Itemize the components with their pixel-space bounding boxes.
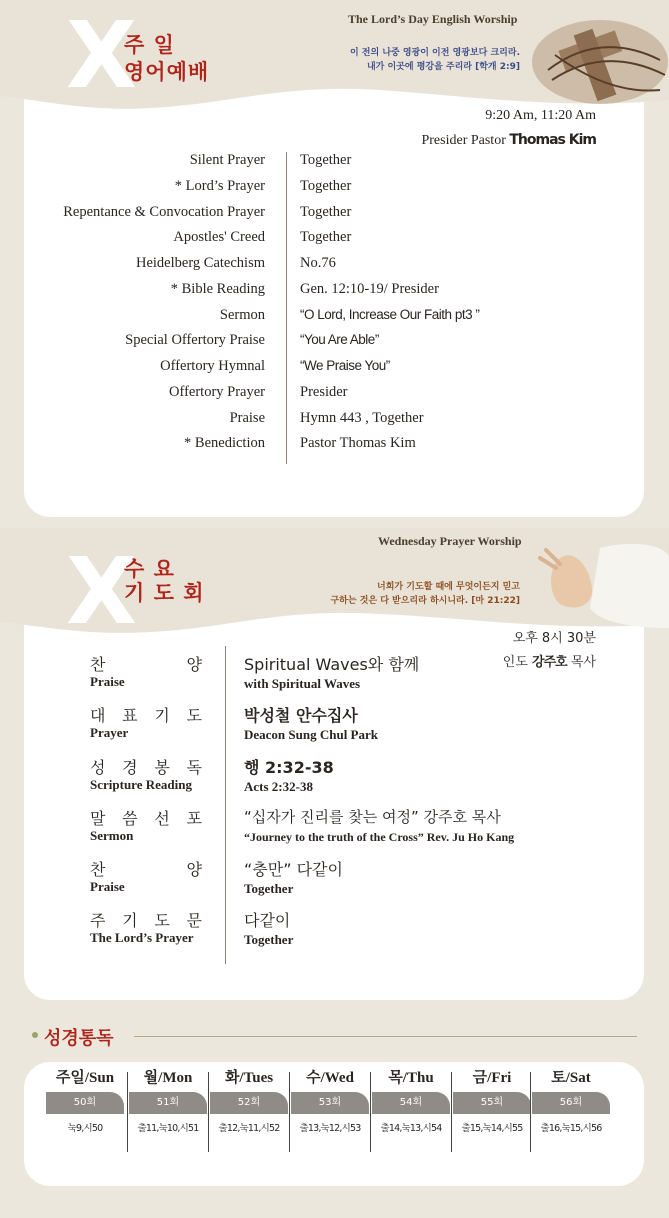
order-label: * Benediction	[184, 435, 265, 451]
wednesday-verse-line-2: 구하는 것은 다 받으리라 하시니라. [마 21:22]	[330, 596, 520, 606]
order-label-kr	[90, 806, 202, 829]
order-value: Together	[300, 152, 352, 168]
sunday-order-row	[0, 332, 669, 358]
reading-section-title: 성경통독	[44, 1028, 114, 1049]
sunday-order-row	[0, 255, 669, 281]
order-value: Presider	[300, 384, 348, 400]
wednesday-order-row	[0, 755, 669, 807]
order-label: Repentance & Convocation Prayer	[63, 204, 265, 220]
kr-char: 표	[122, 706, 138, 725]
order-label: Heidelberg Catechism	[136, 255, 265, 271]
order-label: Offertory Prayer	[169, 384, 265, 400]
day-passages: 출12,눅11,시52	[218, 1123, 280, 1134]
presider-name: Thomas Kim	[509, 132, 596, 148]
sunday-order-row	[0, 229, 669, 255]
order-label: Praise	[229, 410, 265, 426]
kr-char: 기	[154, 706, 170, 725]
kr-char: 도	[186, 706, 202, 725]
order-value-en: Together	[244, 881, 294, 896]
order-value: Gen. 12:10-19/ Presider	[300, 281, 439, 297]
day-divider	[530, 1072, 531, 1152]
kr-char: 주	[90, 911, 106, 930]
sunday-time: 9:20 Am, 11:20 Am	[485, 108, 596, 123]
section-bullet-icon	[32, 1032, 38, 1038]
day-name: 화/Tues	[224, 1070, 274, 1086]
order-label: Offertory Hymnal	[160, 358, 265, 374]
order-label-en: Praise	[90, 674, 125, 689]
day-passages: 눅9,시50	[67, 1123, 103, 1134]
day-name: 목/Thu	[388, 1070, 434, 1086]
day-count-badge: 51회	[129, 1092, 207, 1114]
wednesday-title-kr-1: 수 요	[124, 557, 175, 581]
order-label-en: Praise	[90, 879, 125, 894]
kr-char: 문	[186, 911, 202, 930]
crown-of-thorns-image	[532, 20, 668, 104]
sunday-verse-line-1: 이 전의 나중 영광이 이전 영광보다 크리라.	[349, 48, 520, 58]
order-value: Pastor Thomas Kim	[300, 435, 416, 451]
order-value-kr: 다같이	[244, 911, 291, 930]
wednesday-verse	[330, 580, 520, 608]
order-value-en: Together	[244, 932, 294, 947]
reading-day	[453, 1066, 531, 1134]
order-value-en: “Journey to the truth of the Cross” Rev. Ju Ho Kang	[244, 830, 515, 844]
wednesday-verse-line-1: 너희가 기도할 때에 무엇이든지 믿고	[377, 582, 520, 592]
order-value-kr: “충만” 다같이	[244, 860, 343, 879]
day-divider	[451, 1072, 452, 1152]
order-value-en: Deacon Sung Chul Park	[244, 727, 378, 742]
sunday-order-row	[0, 410, 669, 436]
order-label-en: The Lord’s Prayer	[90, 930, 194, 945]
order-label-en: Prayer	[90, 725, 129, 740]
day-divider	[370, 1072, 371, 1152]
order-label-kr	[90, 755, 202, 778]
reading-day	[46, 1066, 124, 1134]
wednesday-order-row	[0, 652, 669, 704]
order-value-en: with Spiritual Waves	[244, 676, 361, 691]
wednesday-order-row	[0, 857, 669, 909]
order-label-kr	[90, 908, 202, 931]
order-label: * Lord’s Prayer	[174, 178, 265, 194]
day-count-badge: 53회	[291, 1092, 369, 1114]
kr-char: 찬	[90, 655, 106, 674]
day-passages: 출14,눅13,시54	[380, 1123, 442, 1134]
day-passages: 출16,눅15,시56	[540, 1123, 602, 1134]
day-count-badge: 56회	[532, 1092, 610, 1114]
day-name: 월/Mon	[143, 1070, 193, 1086]
order-value: “You Are Able”	[300, 332, 379, 347]
day-divider	[127, 1072, 128, 1152]
order-value: Together	[300, 204, 352, 220]
order-value: “We Praise You”	[300, 358, 390, 373]
sunday-order-row	[0, 307, 669, 333]
leader-label: 인도	[502, 655, 528, 670]
wednesday-title-kr-2: 기 도 회	[124, 581, 205, 605]
wednesday-order-row	[0, 806, 669, 858]
sunday-order-row	[0, 435, 669, 461]
day-count-badge: 52회	[210, 1092, 288, 1114]
decorative-x-mark: X	[66, 2, 137, 109]
order-label-kr	[90, 652, 202, 675]
kr-char: 양	[186, 655, 202, 674]
sunday-order-row	[0, 384, 669, 410]
order-label-kr	[90, 703, 202, 726]
wednesday-order-row	[0, 908, 669, 960]
reading-day	[532, 1066, 610, 1134]
reading-day	[210, 1066, 288, 1134]
kr-char: 선	[154, 809, 170, 828]
kr-char: 성	[90, 758, 106, 777]
leader-name: 강주호	[532, 655, 567, 670]
sunday-verse-line-2: 내가 이곳에 평강을 주리라 [학개 2:9]	[366, 62, 520, 72]
reading-day	[291, 1066, 369, 1134]
sunday-order-row	[0, 152, 669, 178]
order-label-kr	[90, 857, 202, 880]
order-value-kr: 박성철 안수집사	[244, 706, 358, 725]
order-value-kr: “십자가 진리를 찾는 여정” 강주호 목사	[244, 808, 501, 826]
day-name: 토/Sat	[551, 1070, 591, 1086]
kr-char: 포	[186, 809, 202, 828]
day-count-badge: 55회	[453, 1092, 531, 1114]
order-label: Silent Prayer	[189, 152, 265, 168]
leader-title: 목사	[570, 655, 596, 670]
day-passages: 출15,눅14,시55	[461, 1123, 523, 1134]
sunday-verse	[350, 46, 520, 74]
kr-char: 봉	[154, 758, 170, 777]
wednesday-order-row	[0, 703, 669, 755]
day-divider	[208, 1072, 209, 1152]
kr-char: 대	[90, 706, 106, 725]
day-passages: 출11,눅10,시51	[137, 1123, 199, 1134]
kr-char: 찬	[90, 860, 106, 879]
day-divider	[289, 1072, 290, 1152]
order-value-kr: 행 2:32-38	[244, 758, 334, 777]
day-count-badge: 54회	[372, 1092, 450, 1114]
day-passages: 출13,눅12,시53	[299, 1123, 361, 1134]
day-name: 금/Fri	[472, 1070, 512, 1086]
order-value: No.76	[300, 255, 336, 271]
day-count-badge: 50회	[46, 1092, 124, 1114]
sunday-title-en: The Lord’s Day English Worship	[348, 12, 518, 26]
decorative-x-mark: X	[66, 538, 137, 645]
reading-day	[372, 1066, 450, 1134]
sunday-order-row	[0, 178, 669, 204]
order-label: * Bible Reading	[170, 281, 265, 297]
sunday-order-row	[0, 281, 669, 307]
sunday-presider	[421, 132, 596, 149]
order-value-kr: Spiritual Waves와 함께	[244, 655, 420, 674]
order-value: Together	[300, 178, 352, 194]
sunday-order-row	[0, 204, 669, 230]
wednesday-time: 오후 8시 30분	[512, 631, 596, 646]
order-value: “O Lord, Increase Our Faith pt3 ”	[300, 307, 480, 322]
order-label: Sermon	[219, 307, 265, 323]
order-label: Apostles' Creed	[173, 229, 265, 245]
wednesday-title-en: Wednesday Prayer Worship	[378, 534, 522, 548]
kr-char: 경	[122, 758, 138, 777]
sunday-title-kr-1: 주 일	[124, 33, 175, 57]
order-label-en: Scripture Reading	[90, 777, 192, 792]
presider-label: Presider Pastor	[421, 133, 506, 148]
order-value: Together	[300, 229, 352, 245]
kr-char: 양	[186, 860, 202, 879]
day-name: 수/Wed	[306, 1070, 354, 1086]
reading-day	[129, 1066, 207, 1134]
order-value-en: Acts 2:32-38	[244, 779, 313, 794]
order-value: Hymn 443 , Together	[300, 410, 424, 426]
kr-char: 기	[122, 911, 138, 930]
section-rule	[134, 1036, 637, 1037]
sunday-title-kr-2: 영어예배	[124, 60, 210, 84]
order-label: Special Offertory Praise	[125, 332, 265, 348]
kr-char: 도	[154, 911, 170, 930]
sunday-order-row	[0, 358, 669, 384]
order-label-en: Sermon	[90, 828, 134, 843]
kr-char: 독	[186, 758, 202, 777]
kr-char: 씀	[122, 809, 138, 828]
day-name: 주일/Sun	[55, 1070, 115, 1086]
kr-char: 말	[90, 809, 106, 828]
